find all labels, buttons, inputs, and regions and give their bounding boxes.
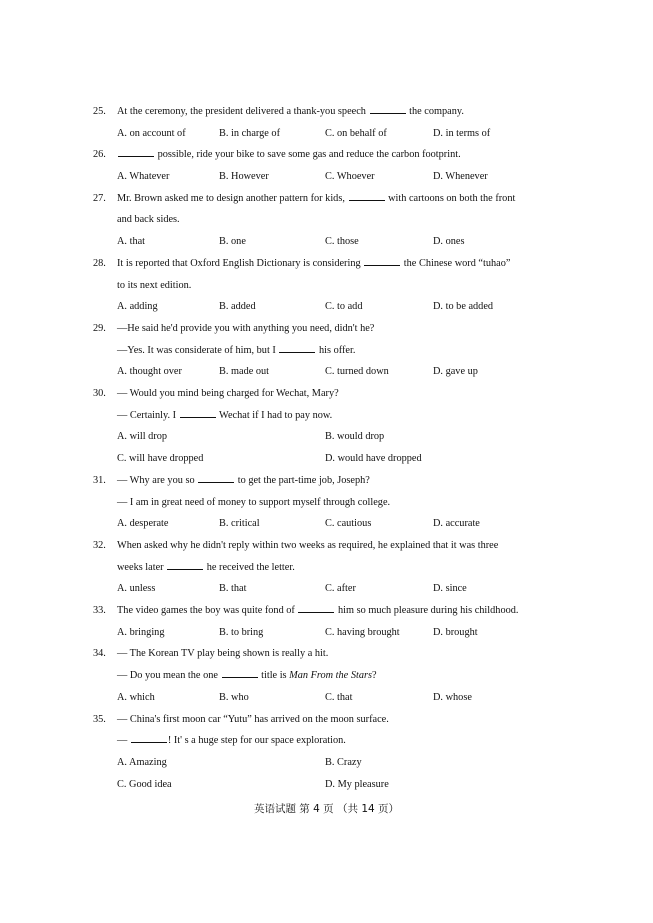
- question-30: [93, 383, 603, 470]
- question-number: 31.: [93, 474, 106, 486]
- stem-text: — China's first moon car “Yutu” has arrived on the moon surface.: [117, 713, 389, 725]
- stem-text: —: [117, 735, 130, 747]
- stem-text: — I am in great need of money to support myself through college.: [117, 496, 391, 508]
- stem-text: to get the part-time job, Joseph?: [235, 474, 370, 486]
- question-stem-line: [93, 470, 603, 492]
- option-d: D. gave up: [433, 366, 478, 378]
- question-stem-line: [93, 101, 603, 123]
- question-stem-line: [117, 492, 603, 514]
- question-number: 35.: [93, 713, 106, 725]
- question-25: [93, 101, 603, 144]
- stem-text: When asked why he didn't reply within two weeks as required, he explained that it was three: [117, 539, 499, 551]
- stem-text: possible, ride your bike to save some gas and reduce the carbon footprint.: [155, 149, 461, 161]
- question-32: [93, 535, 603, 600]
- option-c: C. that: [325, 691, 353, 703]
- question-stem-line: [93, 709, 603, 731]
- options-row: [117, 296, 603, 318]
- question-stem-line: [93, 535, 603, 557]
- stem-text: — Do you mean the one: [117, 670, 221, 682]
- answer-blank: [298, 603, 334, 613]
- answer-blank: [364, 256, 400, 266]
- option-a: A. on account of: [117, 127, 186, 139]
- stem-text: —He said he'd provide you with anything you need, didn't he?: [117, 322, 375, 334]
- question-26: [93, 144, 603, 187]
- question-27: [93, 188, 603, 253]
- options-row: [117, 166, 603, 188]
- options-row: [117, 426, 603, 448]
- stem-text: title is: [258, 670, 290, 682]
- question-number: 26.: [93, 149, 106, 161]
- option-d: D. whose: [433, 691, 472, 703]
- option-c: C. will have dropped: [117, 453, 204, 465]
- stem-text: him so much pleasure during his childhood.: [335, 605, 519, 617]
- option-c: C. those: [325, 236, 359, 248]
- options-row: [117, 752, 603, 774]
- question-stem-line: [93, 318, 603, 340]
- option-a: A. will drop: [117, 431, 168, 443]
- options-row: [117, 622, 603, 644]
- question-stem-line: [117, 665, 603, 687]
- option-d: D. Whenever: [433, 171, 488, 183]
- option-b: B. However: [219, 171, 269, 183]
- question-stem-line: [117, 340, 603, 362]
- option-c: C. to add: [325, 301, 363, 313]
- option-a: A. thought over: [117, 366, 182, 378]
- option-c: C. turned down: [325, 366, 389, 378]
- question-29: [93, 318, 603, 383]
- question-stem-line: [117, 730, 603, 752]
- option-a: A. unless: [117, 583, 156, 595]
- option-c: C. after: [325, 583, 356, 595]
- option-a: A. adding: [117, 301, 158, 313]
- question-stem-line: [93, 188, 603, 210]
- options-row: [117, 687, 603, 709]
- stem-text: The video games the boy was quite fond of: [117, 605, 298, 617]
- option-b: B. added: [219, 301, 256, 313]
- stem-text: he received the letter.: [204, 561, 295, 573]
- stem-text: with cartoons on both the front: [385, 192, 516, 204]
- stem-text: the Chinese word “tuhao”: [401, 257, 511, 269]
- option-d: D. in terms of: [433, 127, 491, 139]
- answer-blank: [279, 343, 315, 353]
- answer-blank: [349, 191, 385, 201]
- option-d: D. since: [433, 583, 467, 595]
- stem-text: ?: [372, 670, 377, 682]
- answer-blank: [167, 560, 203, 570]
- question-number: 32.: [93, 539, 106, 551]
- option-b: B. would drop: [325, 431, 385, 443]
- stem-text: — Why are you so: [117, 474, 198, 486]
- question-35: [93, 709, 603, 796]
- option-c: C. Whoever: [325, 171, 375, 183]
- option-d: D. My pleasure: [325, 778, 389, 790]
- question-number: 29.: [93, 322, 106, 334]
- question-34: [93, 643, 603, 708]
- question-stem-line: [117, 209, 603, 231]
- option-b: B. critical: [219, 518, 260, 530]
- stem-text: Wechat if I had to pay now.: [216, 409, 333, 421]
- question-number: 28.: [93, 257, 106, 269]
- question-stem-line: [117, 405, 603, 427]
- option-c: C. cautious: [325, 518, 372, 530]
- option-b: B. made out: [219, 366, 270, 378]
- option-d: D. brought: [433, 626, 478, 638]
- page-footer: 英语试题 第 4 页 （共 14 页）: [253, 803, 400, 815]
- stem-text: —Yes. It was considerate of him, but I: [117, 344, 279, 356]
- option-c: C. on behalf of: [325, 127, 387, 139]
- stem-text: the company.: [406, 106, 464, 117]
- question-stem-line: [93, 144, 603, 166]
- question-stem-line: [93, 643, 603, 665]
- options-row: [117, 231, 603, 253]
- question-28: [93, 253, 603, 318]
- question-number: 25.: [93, 106, 106, 117]
- option-a: A. which: [117, 691, 155, 703]
- options-row: [117, 578, 603, 600]
- stem-text: ! It' s a huge step for our space exploration.: [167, 735, 346, 747]
- answer-blank: [131, 733, 167, 743]
- option-a: A. bringing: [117, 626, 165, 638]
- question-number: 30.: [93, 388, 106, 400]
- options-row: [117, 123, 603, 145]
- options-row: [117, 513, 603, 535]
- option-d: D. accurate: [433, 518, 480, 530]
- question-number: 27.: [93, 192, 106, 204]
- question-stem-line: [117, 275, 603, 297]
- options-row: [117, 448, 603, 470]
- options-row: [117, 774, 603, 796]
- option-b: B. to bring: [219, 626, 264, 638]
- option-a: A. that: [117, 236, 146, 248]
- stem-text: to its next edition.: [117, 279, 192, 291]
- option-b: B. in charge of: [219, 127, 281, 139]
- stem-text: Mr. Brown asked me to design another pattern for kids,: [117, 192, 348, 204]
- stem-text: — Would you mind being charged for Wechat, Mary?: [117, 388, 339, 400]
- options-row: [117, 361, 603, 383]
- question-stem-line: [93, 383, 603, 405]
- option-b: B. Crazy: [325, 756, 362, 768]
- option-d: D. to be added: [433, 301, 494, 313]
- option-a: A. Amazing: [117, 756, 167, 768]
- question-31: [93, 470, 603, 535]
- stem-text: — Certainly. I: [117, 409, 179, 421]
- stem-text: weeks later: [117, 561, 167, 573]
- question-33: [93, 600, 603, 643]
- question-stem-line: [93, 600, 603, 622]
- stem-text: — The Korean TV play being shown is really a hit.: [117, 648, 329, 660]
- option-b: B. one: [219, 236, 246, 248]
- stem-text: It is reported that Oxford English Dictionary is considering: [117, 257, 364, 269]
- question-number: 33.: [93, 605, 106, 617]
- question-number: 34.: [93, 648, 106, 660]
- option-b: B. who: [219, 691, 249, 703]
- answer-blank: [118, 147, 154, 157]
- question-list: [93, 101, 603, 795]
- option-b: B. that: [219, 583, 247, 595]
- option-d: D. would have dropped: [325, 453, 422, 465]
- question-stem-line: [93, 253, 603, 275]
- option-d: D. ones: [433, 236, 465, 248]
- question-stem-line: [117, 557, 603, 579]
- stem-text: At the ceremony, the president delivered a thank-you speech: [117, 106, 369, 117]
- stem-text: his offer.: [316, 344, 356, 356]
- option-c: C. having brought: [325, 626, 400, 638]
- option-c: C. Good idea: [117, 778, 172, 790]
- answer-blank: [180, 408, 216, 418]
- answer-blank: [370, 104, 406, 114]
- option-a: A. desperate: [117, 518, 169, 530]
- option-a: A. Whatever: [117, 171, 170, 183]
- italic-title: Man From the Stars: [289, 670, 372, 682]
- answer-blank: [198, 473, 234, 483]
- answer-blank: [222, 668, 258, 678]
- stem-text: and back sides.: [117, 214, 180, 226]
